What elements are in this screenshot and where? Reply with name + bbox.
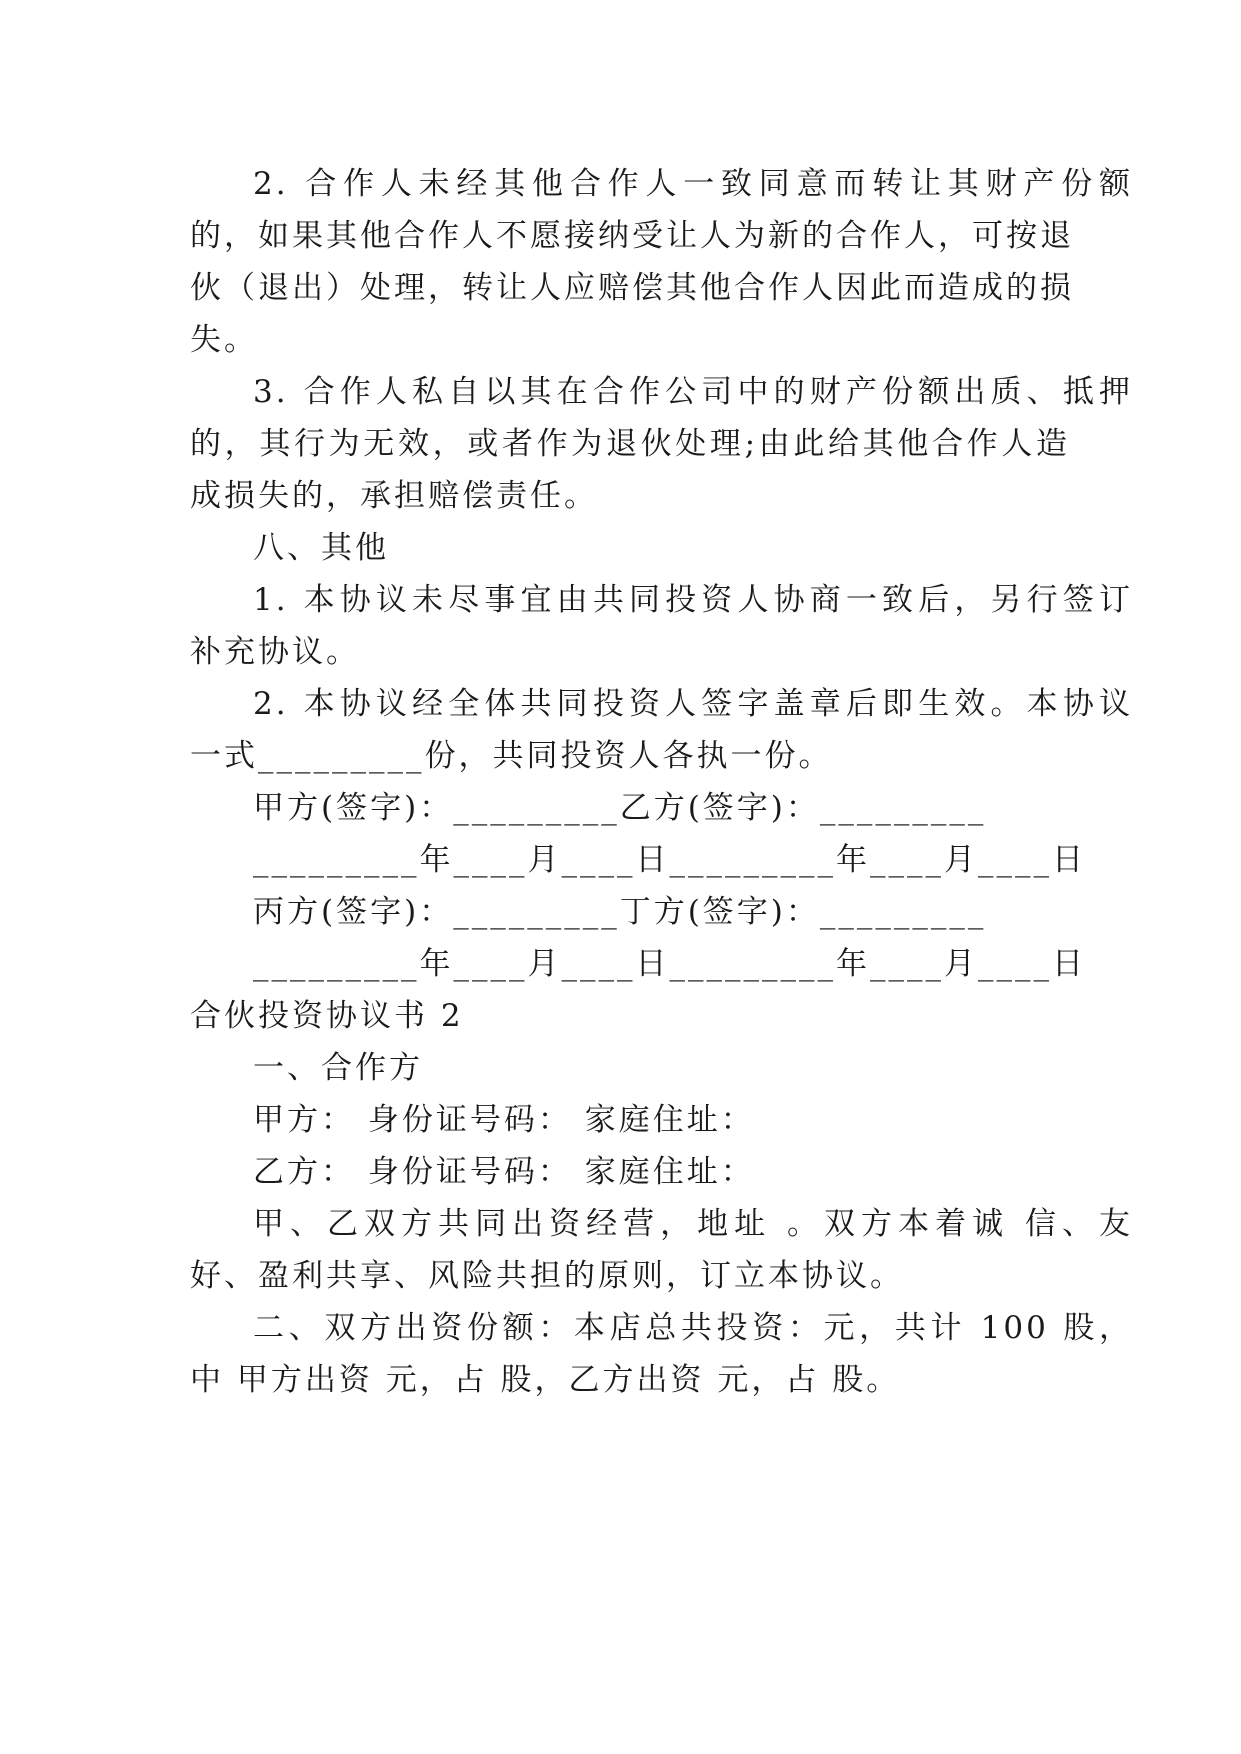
- signature-line: 甲方(签字)：_________乙方(签字)：_________: [253, 790, 987, 826]
- paragraph-line: 3. 合作人私自以其在合作公司中的财产份额出质、抵押: [253, 374, 1133, 410]
- section-heading: 八、其他: [253, 530, 389, 566]
- paragraph-line: 的，其行为无效，或者作为退伙处理;由此给其他合作人造: [190, 426, 1070, 462]
- paragraph-line: 好、盈利共享、风险共担的原则，订立本协议。: [190, 1258, 904, 1294]
- paragraph-line: 甲、乙双方共同出资经营，地址 。双方本着诚 信、友: [253, 1206, 1133, 1242]
- paragraph-line: 伙（退出）处理，转让人应赔偿其他合作人因此而造成的损: [190, 270, 1074, 306]
- date-line: _________年____月____日_________年____月____日: [253, 946, 1086, 982]
- paragraph-line: 补充协议。: [190, 634, 360, 670]
- paragraph-line: 乙方： 身份证号码： 家庭住址：: [253, 1154, 755, 1190]
- paragraph-line: 成损失的，承担赔偿责任。: [190, 478, 598, 514]
- paragraph-line: 失。: [190, 322, 258, 358]
- signature-line: 丙方(签字)：_________丁方(签字)：_________: [253, 894, 987, 930]
- paragraph-line: 1. 本协议未尽事宜由共同投资人协商一致后，另行签订: [253, 582, 1133, 618]
- document-title: 合伙投资协议书 2: [190, 998, 464, 1034]
- paragraph-line: 二、双方出资份额：本店总共投资：元，共计 100 股，: [253, 1310, 1133, 1346]
- section-heading: 一、合作方: [253, 1050, 423, 1086]
- paragraph-line: 一式_________份，共同投资人各执一份。: [190, 738, 833, 774]
- paragraph-line: 2. 合作人未经其他合作人一致同意而转让其财产份额: [253, 166, 1133, 202]
- paragraph-line: 中 甲方出资 元，占 股，乙方出资 元，占 股。: [190, 1362, 901, 1398]
- date-line: _________年____月____日_________年____月____日: [253, 842, 1086, 878]
- paragraph-line: 甲方： 身份证号码： 家庭住址：: [253, 1102, 755, 1138]
- paragraph-line: 2. 本协议经全体共同投资人签字盖章后即生效。本协议: [253, 686, 1133, 722]
- paragraph-line: 的，如果其他合作人不愿接纳受让人为新的合作人，可按退: [190, 218, 1074, 254]
